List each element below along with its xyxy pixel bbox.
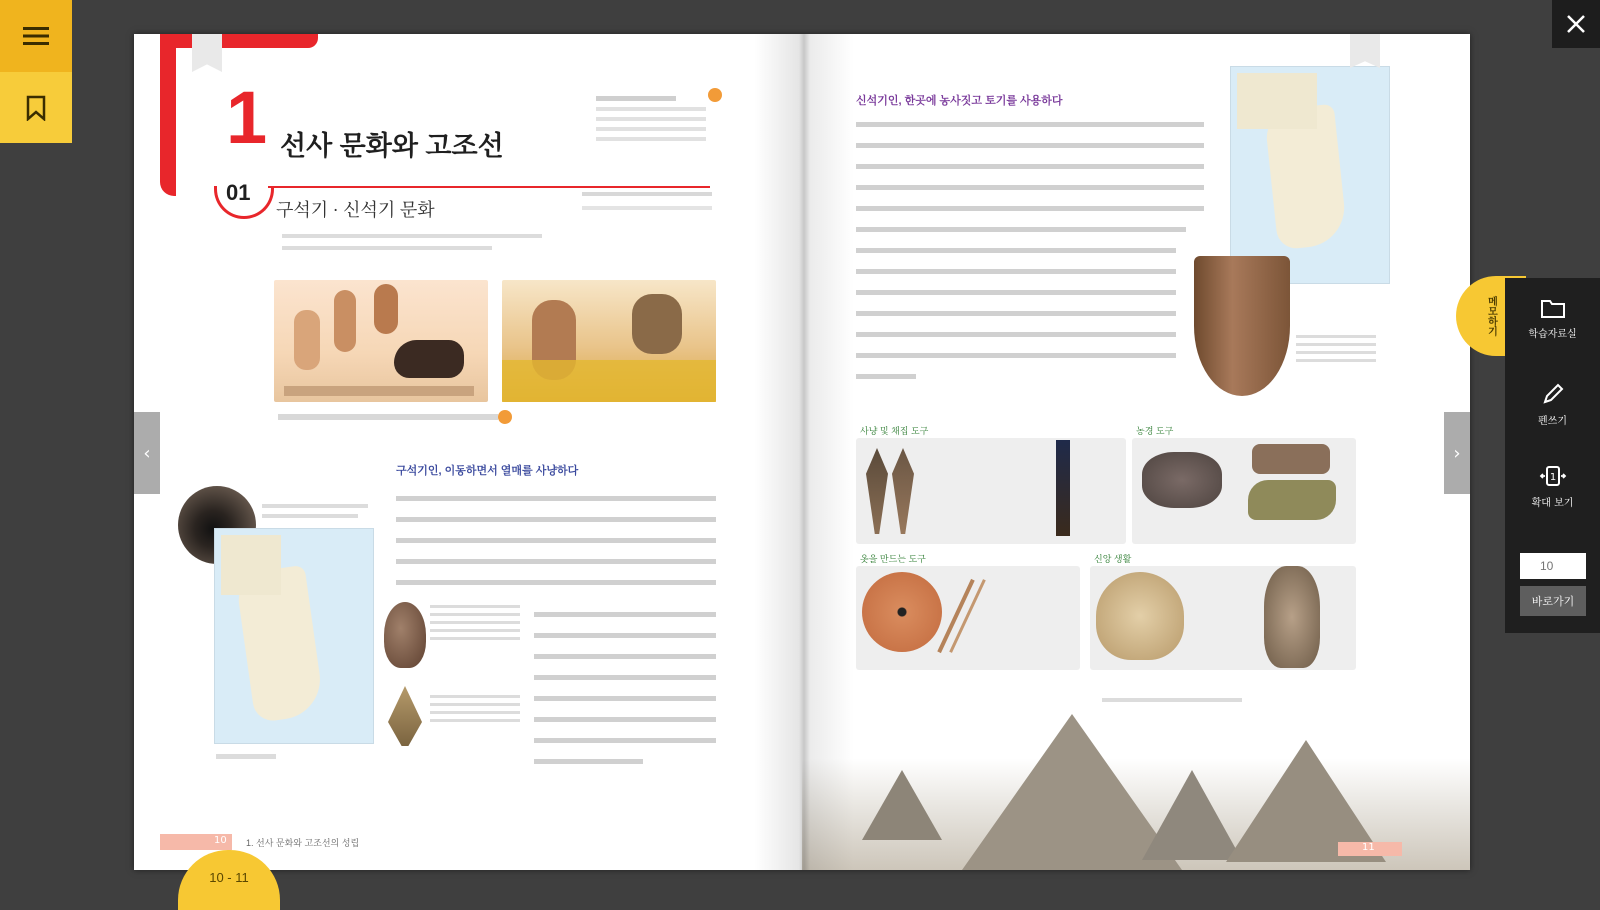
timeline-table — [582, 186, 722, 226]
goto-page-button[interactable]: 바로가기 — [1520, 586, 1586, 616]
pottery-caption — [1296, 330, 1376, 367]
objective-line — [282, 234, 542, 238]
neolithic-body-text — [856, 112, 1204, 395]
chevron-left-icon: ‹ — [143, 442, 151, 464]
red-corner-bar-vertical — [160, 34, 176, 196]
resources-label: 학습자료실 — [1528, 328, 1577, 340]
page-ribbon — [1350, 34, 1380, 68]
folder-icon — [1540, 297, 1566, 319]
farming-illustration — [502, 280, 716, 402]
zoom-icon — [1538, 464, 1568, 488]
objectives-box — [596, 92, 716, 154]
section-title: 구석기 · 신석기 문화 — [276, 200, 435, 220]
map-caption — [216, 754, 276, 759]
textbook-spread — [134, 34, 1470, 870]
svg-text:1: 1 — [1549, 471, 1556, 483]
farming-tools-label: 농경 도구 — [1136, 426, 1174, 436]
tool-panel — [1505, 278, 1600, 633]
right-page — [802, 34, 1470, 870]
bookmark-button[interactable] — [0, 72, 72, 143]
bookmark-icon — [26, 95, 46, 121]
left-page-number: 10 — [214, 835, 227, 846]
illustration-caption — [278, 414, 498, 420]
prev-page-button[interactable] — [134, 412, 160, 494]
farming-tools-card — [1132, 426, 1356, 544]
cave-caption — [262, 504, 368, 508]
objective-line — [282, 246, 492, 250]
memo-tab-label: 메모하기 — [1485, 296, 1497, 336]
hunting-tools-label: 사냥 및 채집 도구 — [860, 426, 929, 436]
paleolithic-map — [214, 528, 374, 744]
cave-caption — [262, 514, 358, 518]
left-footer-text: 1. 선사 문화와 고조선의 성립 — [246, 838, 360, 848]
chevron-right-icon: › — [1453, 442, 1461, 464]
chapter-number: 1 — [226, 76, 268, 159]
weaving-tools-card — [856, 554, 1080, 670]
red-corner-bar — [160, 34, 318, 48]
hunting-tools-card — [856, 426, 1126, 544]
page-indicator: 10 - 11 — [178, 850, 280, 910]
huts-caption — [1102, 698, 1242, 702]
zoom-button[interactable] — [1505, 446, 1600, 526]
menu-button[interactable] — [0, 0, 72, 72]
religion-card — [1090, 554, 1356, 670]
tool-caption-block — [430, 600, 520, 645]
tool-caption-block — [430, 690, 520, 727]
neolithic-heading: 신석기인, 한곳에 농사짓고 토기를 사용하다 — [856, 95, 1063, 107]
section-number: 01 — [226, 180, 251, 205]
pen-button[interactable] — [1505, 364, 1600, 444]
resources-button[interactable] — [1505, 278, 1600, 358]
left-page — [134, 34, 802, 870]
weaving-tools-label: 옷을 만드는 도구 — [860, 554, 926, 564]
paleolithic-body-text-2 — [534, 596, 716, 780]
paleolithic-body-text — [396, 486, 716, 601]
zoom-label: 확대 보기 — [1531, 497, 1574, 509]
handaxe-image — [384, 602, 426, 668]
comb-pottery-image — [1194, 256, 1290, 396]
info-icon[interactable] — [708, 88, 722, 102]
right-page-number: 11 — [1362, 842, 1375, 853]
paleolithic-heading: 구석기인, 이동하면서 열매를 사냥하다 — [396, 465, 579, 477]
hamburger-icon — [23, 26, 49, 46]
page-ribbon — [192, 34, 222, 72]
hunting-illustration — [274, 280, 488, 402]
question-icon[interactable] — [498, 410, 512, 424]
neolithic-map — [1230, 66, 1390, 284]
religion-label: 신앙 생활 — [1094, 554, 1132, 564]
close-icon — [1566, 14, 1586, 34]
next-page-button[interactable] — [1444, 412, 1470, 494]
chapter-title: 선사 문화와 고조선 — [280, 131, 504, 161]
pen-icon — [1541, 382, 1565, 406]
close-button[interactable] — [1552, 0, 1600, 48]
spearhead-image — [388, 686, 422, 746]
pen-label: 펜쓰기 — [1538, 415, 1567, 427]
page-number-input[interactable] — [1520, 553, 1586, 579]
